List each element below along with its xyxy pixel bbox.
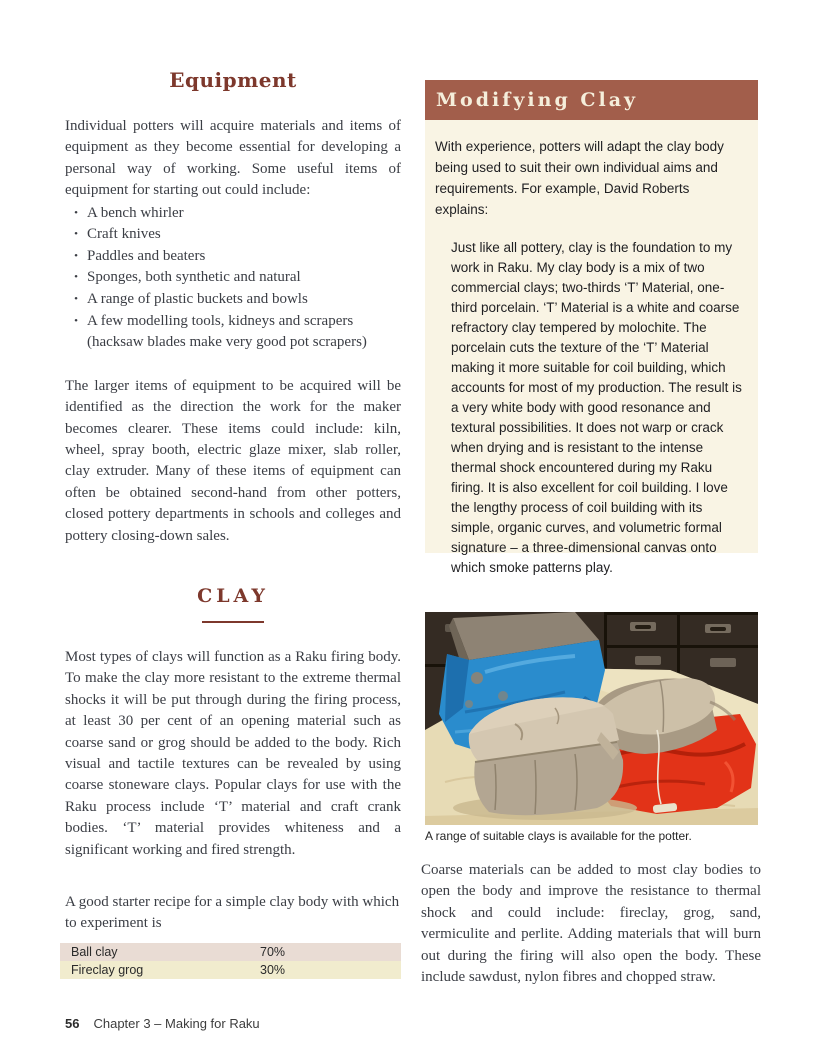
table-row	[60, 961, 401, 979]
clay-photo-illustration	[425, 612, 758, 825]
bullet-icon: •	[74, 271, 78, 284]
sidebar-title: Modifying Clay	[436, 89, 639, 111]
percent-cell: 70%	[260, 945, 286, 959]
photo-caption: A range of suitable clays is available for the potter.	[425, 829, 692, 843]
sidebar-quote-paragraph: Just like all pottery, clay is the foundation to my work in Raku. My clay body is a mix of two commercial clays; two-thirds ‘T’ Material, one-third porcelain. ‘T’ Material is a white and coarse refractory clay tempered by molochite. The porcelain cuts the texture of the ‘T’ Material making it more suitable for coil building, which accounts for most of my production. The result is a very white body with good resonance and textural possibilities. It does not warp or crack when drying and is resistant to the intense thermal shock encountered during my Raku firing. It is also excellent for coil building. I love the lengthy process of coil building with its simple, organic curves, and volumetric formal signature – a three-dimensional canvas onto which smoke patterns play.	[451, 240, 742, 575]
equipment-list	[65, 203, 401, 354]
list-item	[65, 267, 401, 289]
recipe-intro-paragraph: A good starter recipe for a simple clay body with which to experiment is	[65, 894, 400, 932]
modifying-clay-sidebar	[425, 80, 758, 575]
bullet-icon: •	[74, 314, 78, 327]
bullet-icon: •	[74, 228, 78, 241]
chapter-title: Chapter 3 – Making for Raku	[93, 1016, 260, 1031]
coarse-materials-paragraph: Coarse materials can be added to most clay bodies to open the body and improve the resistance to thermal shock and could include: fireclay, grog, sand, vermiculite and perlite. Adding materials that will burn out during the firing will also open the body. These include sawdust, nylon fibres and chopped straw.	[421, 862, 761, 986]
list-item-label: Craft knives	[87, 226, 161, 243]
percent-cell: 30%	[260, 963, 286, 977]
material-cell: Ball clay	[71, 945, 118, 959]
sidebar-body	[425, 120, 758, 575]
clay-heading: CLAY	[197, 585, 269, 607]
list-item	[65, 246, 401, 268]
clay-photo	[425, 612, 758, 825]
table-row	[60, 943, 401, 961]
list-item	[65, 203, 401, 225]
list-item-label: Paddles and beaters	[87, 247, 206, 264]
list-item-label: A range of plastic buckets and bowls	[87, 291, 308, 307]
list-item	[65, 224, 401, 246]
heading-rule	[202, 621, 264, 623]
bullet-icon: •	[74, 206, 78, 219]
bullet-icon: •	[74, 249, 78, 262]
list-item-label: Sponges, both synthetic and natural	[87, 269, 301, 286]
bullet-icon: •	[74, 293, 78, 305]
clay-section	[65, 585, 401, 935]
list-item-label: A bench whirler	[87, 204, 184, 221]
material-cell: Fireclay grog	[71, 963, 144, 977]
clay-body-paragraph: Most types of clays will function as a Raku firing body. To make the clay more resistant to the extreme thermal shocks it will be put through during the firing process, at least 30 per cent of an opening material such as coarse sand or grog should be added to the body. Rich visual and tactile textures can be revealed by using coarse stoneware clays. Popular clays for use with the Raku process include ‘T’ material and craft crank bodies. ‘T’ material provides whiteness and a significant working and fired strength.	[65, 649, 401, 858]
page-number: 56	[65, 1016, 80, 1031]
recipe-table	[60, 943, 401, 979]
equipment-intro-paragraph: Individual potters will acquire materials and items of equipment as they become essential for developing a personal way of working. Some useful items of equipment for starting out could include:	[65, 118, 401, 199]
list-item-continuation: (hacksaw blades make very good pot scrapers)	[87, 334, 367, 351]
list-item	[65, 289, 401, 311]
page-footer	[65, 1016, 260, 1031]
equipment-heading: Equipment	[169, 68, 297, 92]
sidebar-intro-paragraph: With experience, potters will adapt the clay body being used to suit their own individual aims and requirements. For example, David Roberts explains:	[435, 139, 724, 217]
list-item-label: A few modelling tools, kidneys and scrapers	[87, 312, 354, 329]
equipment-section	[65, 68, 401, 547]
larger-items-paragraph: The larger items of equipment to be acquired will be identified as the direction the work for the maker becomes clearer. These items could include: kiln, wheel, spray booth, electric glaze mixer, slab roller, clay extruder. Many of these items of equipment can often be obtained second-hand from other potters, closed pottery departments in schools and colleges and pottery closing-down sales.	[65, 377, 401, 544]
sidebar-title-bar	[425, 80, 758, 120]
list-item	[65, 311, 401, 333]
